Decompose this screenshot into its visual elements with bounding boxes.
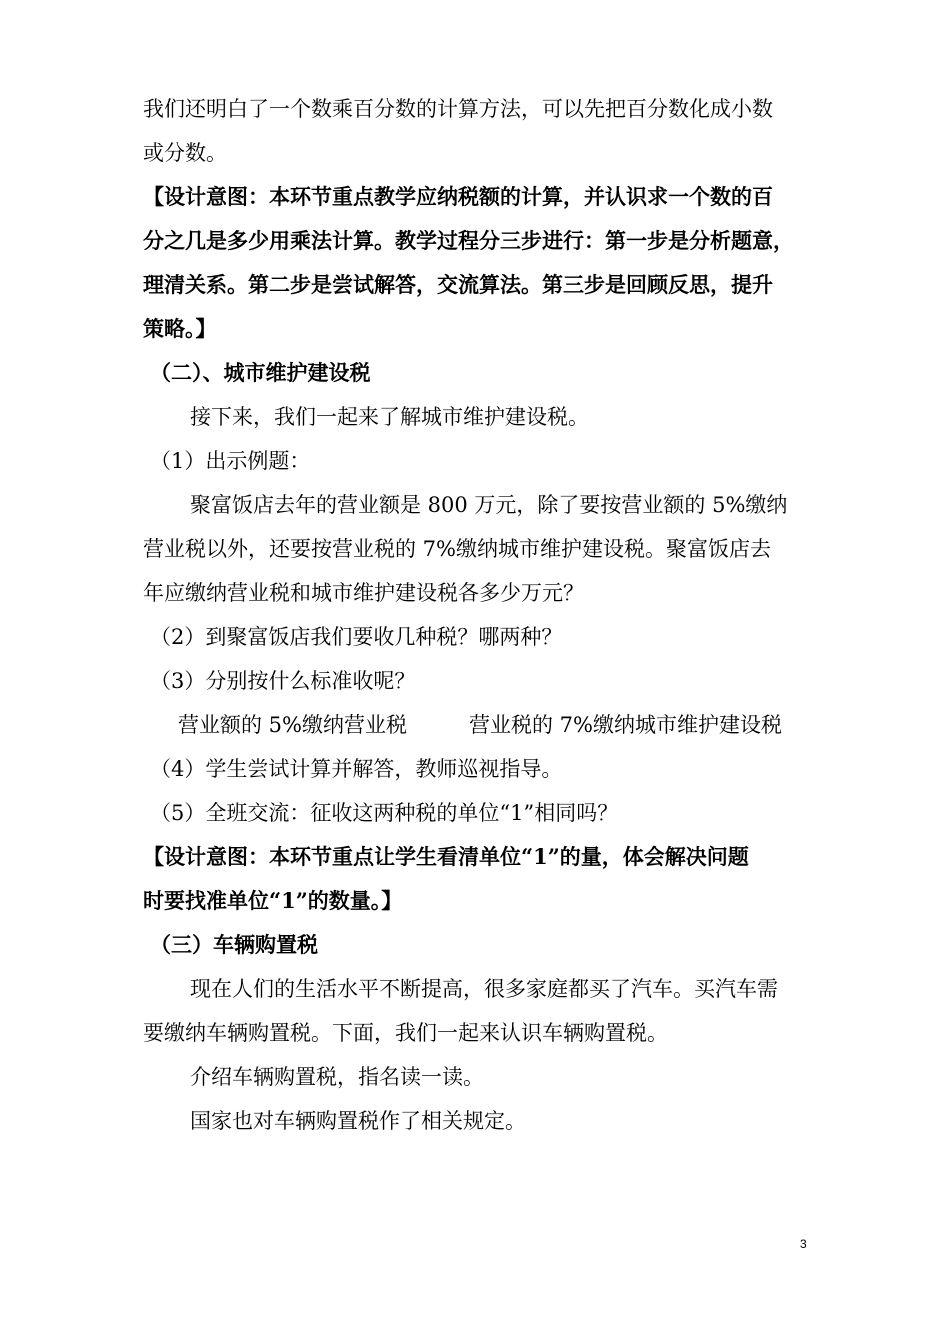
list-item: （2）到聚富饭店我们要收几种税？哪两种？ bbox=[150, 625, 563, 649]
section-heading: （二）、城市维护建设税 bbox=[150, 360, 371, 385]
paragraph-line: 国家也对车辆购置税作了相关规定。 bbox=[190, 1109, 526, 1133]
design-intent-line: 理清关系。第二步是尝试解答，交流算法。第三步是回顾反思，提升 bbox=[143, 272, 773, 297]
design-intent-line: 【设计意图：本环节重点教学应纳税额的计算，并认识求一个数的百 bbox=[143, 184, 773, 209]
design-intent-line: 策略。】 bbox=[143, 316, 217, 341]
tax-standards-line bbox=[178, 710, 782, 740]
list-item: （5）全班交流：征收这两种税的单位“1”相同吗？ bbox=[150, 801, 619, 825]
paragraph-line: 或分数。 bbox=[143, 141, 227, 165]
page-number: 3 bbox=[800, 1237, 807, 1251]
paragraph-line: 接下来，我们一起来了解城市维护建设税。 bbox=[190, 405, 589, 429]
list-item: （1）出示例题： bbox=[150, 449, 311, 473]
design-intent-line: 时要找准单位“1”的数量。】 bbox=[143, 888, 403, 913]
design-intent-line: 【设计意图：本环节重点让学生看清单位“1”的量，体会解决问题 bbox=[143, 844, 749, 869]
business-tax-standard: 营业额的 5%缴纳营业税 bbox=[178, 713, 407, 737]
city-tax-standard: 营业税的 7%缴纳城市维护建设税 bbox=[469, 713, 782, 737]
list-item: （3）分别按什么标准收呢？ bbox=[150, 669, 416, 693]
paragraph-line: 现在人们的生活水平不断提高，很多家庭都买了汽车。买汽车需 bbox=[190, 977, 778, 1001]
paragraph-line: 要缴纳车辆购置税。下面，我们一起来认识车辆购置税。 bbox=[143, 1021, 668, 1045]
list-item: （4）学生尝试计算并解答，教师巡视指导。 bbox=[150, 757, 563, 781]
paragraph-line: 我们还明白了一个数乘百分数的计算方法，可以先把百分数化成小数 bbox=[143, 97, 773, 121]
design-intent-line: 分之几是多少用乘法计算。教学过程分三步进行：第一步是分析题意， bbox=[143, 228, 794, 253]
paragraph-line: 营业税以外，还要按营业税的 7%缴纳城市维护建设税。聚富饭店去 bbox=[143, 537, 771, 561]
paragraph-line: 聚富饭店去年的营业额是 800 万元，除了要按营业额的 5%缴纳 bbox=[190, 493, 788, 517]
paragraph-line: 年应缴纳营业税和城市维护建设税各多少万元？ bbox=[143, 581, 584, 605]
section-heading: （三）车辆购置税 bbox=[150, 932, 318, 957]
paragraph-line: 介绍车辆购置税，指名读一读。 bbox=[190, 1065, 484, 1089]
